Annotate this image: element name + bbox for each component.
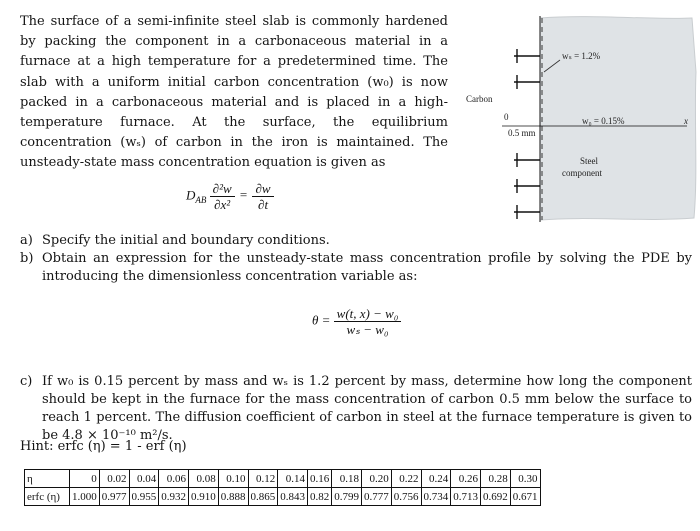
erfc-cell: 0.713 [451,488,481,506]
questions-ab [20,232,692,286]
erfc-cell: 0.865 [248,488,278,506]
erfc-row [25,488,541,506]
eta-cell: 0.30 [510,470,540,488]
eta-cell: 0.02 [99,470,129,488]
erfc-cell: 0.910 [189,488,219,506]
erfc-table [24,469,541,506]
questions-c [20,373,692,445]
steel-label-line2: component [562,168,602,178]
eta-cell: 0.18 [332,470,362,488]
erfc-cell: 0.777 [362,488,392,506]
erfc-cell: 0.756 [391,488,421,506]
theta-numerator: w(t, x) − w₀ [334,306,402,322]
eta-cell: 0.22 [391,470,421,488]
question-c-label: c) [20,374,33,389]
lhs-numerator: ∂²w [210,181,235,197]
carburizing-diagram [462,12,700,226]
rhs-numerator: ∂w [252,181,273,197]
eta-cell: 0.20 [362,470,392,488]
question-a-label: a) [20,233,33,248]
theta-lhs: θ = [312,312,331,328]
hint-text: Hint: erfc (η) = 1 - erf (η) [20,439,187,454]
eta-cell: 0.12 [248,470,278,488]
erfc-cell: 0.734 [421,488,451,506]
erfc-cell: 1.000 [70,488,100,506]
pde-equation [186,181,274,212]
diffusion-coefficient: D [186,187,196,203]
time-derivative-fraction [252,181,273,212]
erfc-cell: 0.932 [159,488,189,506]
eta-row [25,470,541,488]
question-a-text: Specify the initial and boundary conditions. [42,233,330,248]
eta-cell: 0.04 [129,470,159,488]
theta-fraction [334,306,402,337]
lhs-denominator: ∂x² [214,197,231,212]
origin-label: 0 [504,112,509,122]
erfc-cell: 0.671 [510,488,540,506]
question-c-text: If w₀ is 0.15 percent by mass and wₛ is 1.2 percent by mass, determine how long the component should be kept in the furnace for the mass concentration of carbon 0.5 mm below the surface to reach 1 percent. The diffusion coefficient of carbon in steel at the furnace temperature is given to be 4.8 × 10⁻¹⁰ m²/s. [42,374,692,443]
erfc-cell: 0.955 [129,488,159,506]
eta-cell: 0.08 [189,470,219,488]
question-b [20,250,692,286]
erfc-cell: 0.799 [332,488,362,506]
pde-equals: = [239,187,248,203]
theta-denominator: wₛ − w₀ [346,322,389,337]
w0-label: w₀ = 0.15% [582,116,625,126]
problem-intro [20,12,448,174]
steel-label-line1: Steel [580,156,598,166]
diagram-svg [462,12,700,226]
eta-cell: 0.28 [481,470,511,488]
eta-cell: 0.06 [159,470,189,488]
second-derivative-fraction [210,181,235,212]
rhs-denominator: ∂t [258,197,269,212]
theta-equation [312,306,401,337]
coefficient-subscript: AB [195,195,207,206]
erfc-cell: 0.977 [99,488,129,506]
erfc-cell: 0.843 [278,488,308,506]
eta-row-header: η [25,470,70,488]
question-b-text: Obtain an expression for the unsteady-state mass concentration profile by solving the PDE by introducing the dimensionless concentration variable as: [42,251,692,284]
intro-paragraph: The surface of a semi-infinite steel slab is commonly hardened by packing the component in a carbonaceous material in a furnace at a high temperature for a predetermined time. The slab with a uniform initial carbon concentration (w₀) is now packed in a carbonaceous material and is placed in a high-temperature furnace. At the surface, the equilibrium concentration (wₛ) of carbon in the iron is maintained. The unsteady-state mass concentration equation is given as [20,14,448,171]
question-a [20,232,692,250]
depth-label: 0.5 mm [508,128,536,138]
carbon-label: Carbon [466,94,493,104]
eta-cell: 0 [70,470,100,488]
erfc-row-header: erfc (η) [25,488,70,506]
erfc-cell: 0.888 [218,488,248,506]
ws-label: wₛ = 1.2% [562,51,601,61]
question-c [20,373,692,445]
x-axis-label: x [684,116,688,126]
eta-cell: 0.10 [218,470,248,488]
erfc-cell: 0.692 [481,488,511,506]
eta-cell: 0.14 [278,470,308,488]
eta-cell: 0.26 [451,470,481,488]
eta-cell: 0.24 [421,470,451,488]
eta-cell: 0.16 [308,470,332,488]
question-b-label: b) [20,251,34,266]
erfc-cell: 0.82 [308,488,332,506]
